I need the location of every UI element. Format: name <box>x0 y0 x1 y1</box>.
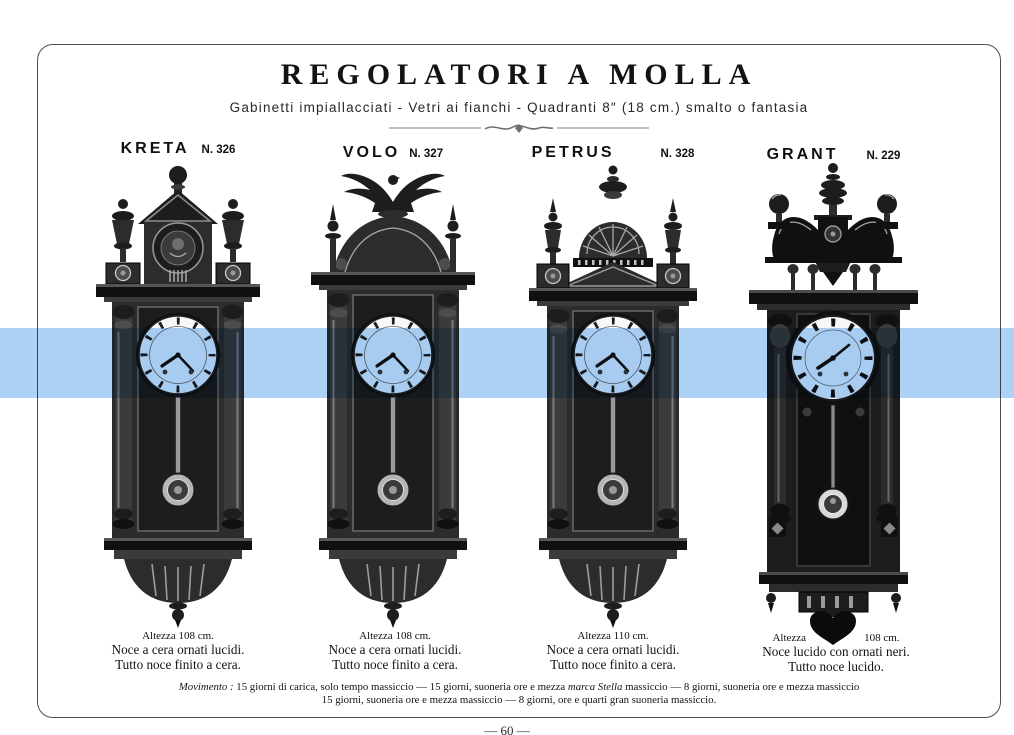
movement-label: Movimento : <box>178 681 234 693</box>
side-column <box>328 293 350 529</box>
movement-line1-b: massiccio — 8 giorni, suoneria ore e mezza massiccio <box>622 681 860 693</box>
clock-material-1: Noce a cera ornati lucidi. <box>111 642 245 657</box>
clock-name: GRANT <box>766 146 839 163</box>
clock-number: N. 328 <box>660 148 695 160</box>
page-subtitle: Gabinetti impiallacciati - Vetri ai fianchi - Quadranti 8″ (18 cm.) smalto o fantasia <box>229 100 809 115</box>
clock-material-1: Noce a cera ornati lucidi. <box>546 642 680 657</box>
drop-finial <box>766 593 776 613</box>
clock-number: N. 326 <box>201 144 236 156</box>
clock-name: VOLO <box>342 144 401 161</box>
clock-height: Altezza 108 cm. <box>142 630 214 642</box>
divider-flourish-icon <box>389 120 649 136</box>
clock-caption-kreta <box>63 630 293 672</box>
page-title: REGOLATORI A MOLLA <box>280 58 758 91</box>
clock-name: KRETA <box>120 140 190 157</box>
clock-face <box>571 313 655 397</box>
urn-finial <box>106 199 140 284</box>
clock-material-2: Tutto noce lucido. <box>788 658 884 674</box>
side-column <box>548 309 570 529</box>
clock-height: Altezza 110 cm. <box>577 630 649 642</box>
pendulum-bob <box>377 474 410 507</box>
clock-material-2: Tutto noce finito a cera. <box>550 656 676 672</box>
pendulum-bob <box>818 489 849 520</box>
diamond-inlay <box>769 520 786 537</box>
pendulum-bob <box>162 474 195 507</box>
clock-face <box>786 311 880 405</box>
movement-line1-a: 15 giorni di carica, solo tempo massiccio — 15 giorni, suoneria ore e mezza <box>233 681 568 693</box>
movement-note <box>37 681 1001 706</box>
clock-height-value: 108 cm. <box>864 632 900 644</box>
movement-line-2: 15 giorni, suoneria ore e mezza massiccio — 8 giorni, ore e quarti gran suoneria massiccio. <box>321 693 717 706</box>
clock-illustration-grant <box>741 158 926 653</box>
eagle-ornament-icon <box>341 174 445 218</box>
baluster <box>788 264 799 291</box>
clock-material-2: Tutto noce finito a cera. <box>115 656 241 672</box>
clock-face <box>351 313 435 397</box>
urn-finial <box>537 198 569 288</box>
clock-number: N. 327 <box>409 148 444 160</box>
clock-caption-grant <box>721 632 951 674</box>
clock-name: PETRUS <box>531 144 615 161</box>
clock-material-1: Noce a cera ornati lucidi. <box>328 642 462 657</box>
clock-height-label: Altezza <box>772 632 807 644</box>
ball-finial <box>768 194 790 229</box>
movement-line1-brand: marca Stella <box>567 681 623 693</box>
movement-line-1 <box>37 681 1001 694</box>
clock-number: N. 229 <box>866 150 901 162</box>
clock-illustration-petrus <box>523 160 703 630</box>
clock-illustration-kreta <box>88 160 268 630</box>
pendulum-bob <box>597 474 630 507</box>
clock-caption-petrus <box>498 630 728 672</box>
side-column <box>113 305 135 529</box>
clock-caption-volo <box>280 630 510 672</box>
clock-illustration-volo <box>303 160 483 630</box>
clock-material-1: Noce lucido con ornati neri. <box>762 644 910 659</box>
page-number: — 60 — <box>484 723 530 735</box>
clock-material-2: Tutto noce finito a cera. <box>332 656 458 672</box>
clock-height: Altezza 108 cm. <box>359 630 431 642</box>
clock-header-kreta <box>88 140 268 158</box>
clock-face <box>136 313 220 397</box>
